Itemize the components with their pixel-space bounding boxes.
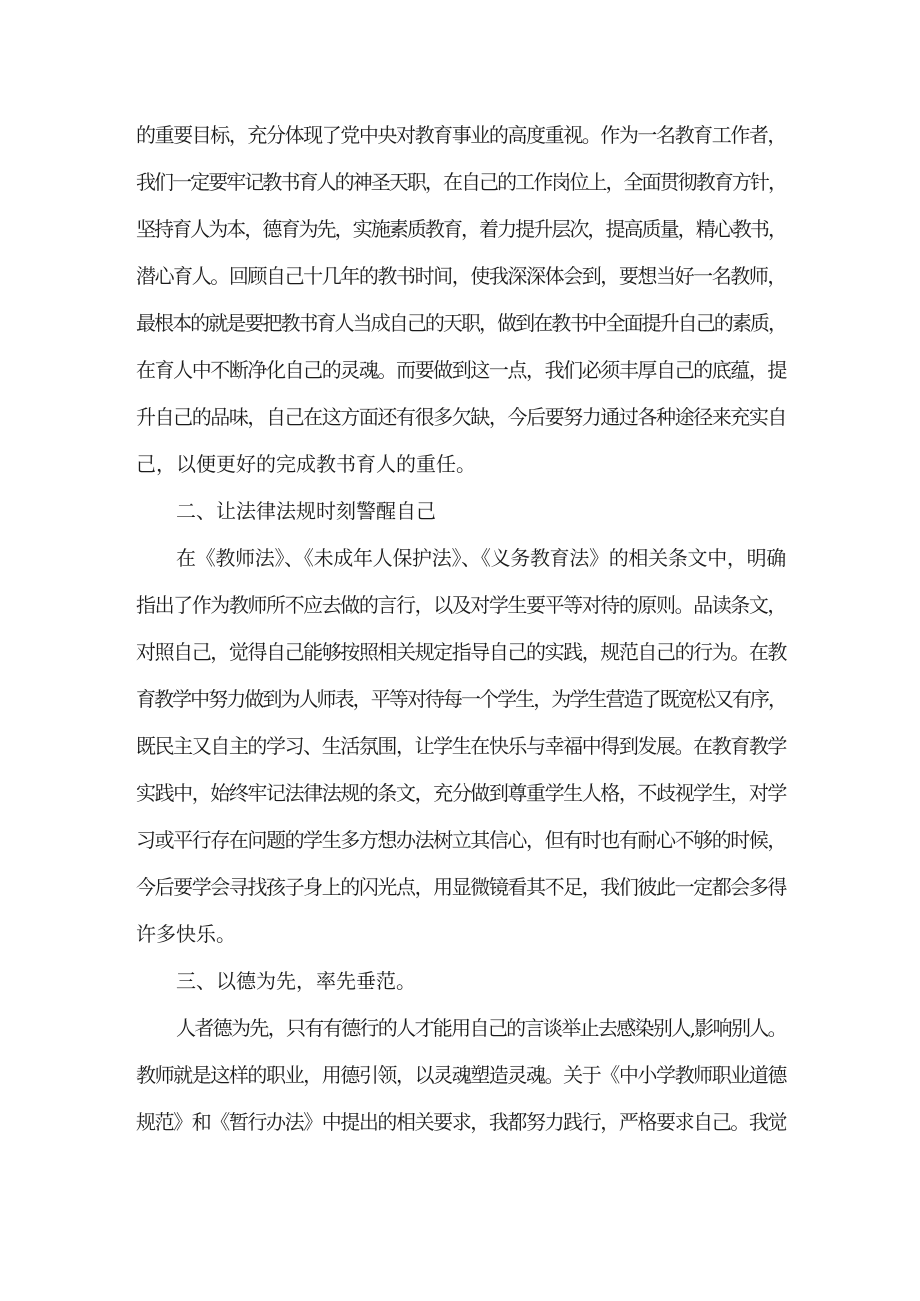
text-line: 我们一定要牢记教书育人的神圣天职，在自己的工作岗位上，全面贯彻教育方针， xyxy=(136,170,786,194)
text-line: 人者德为先，只有有德行的人才能用自己的言谈举止去感染别人,影响别人。 xyxy=(176,1016,786,1040)
section-heading-virtue xyxy=(136,958,786,1005)
paragraph-teaching-duty xyxy=(136,112,786,488)
paragraph-laws xyxy=(136,535,786,958)
text-line: 育教学中努力做到为人师表，平等对待每一个学生，为学生营造了既宽松又有序， xyxy=(136,687,786,711)
text-line: 许多快乐。 xyxy=(136,922,236,946)
heading-text: 二、让法律法规时刻警醒自己 xyxy=(176,499,436,523)
text-line: 坚持育人为本，德育为先，实施素质教育，着力提升层次，提高质量，精心教书， xyxy=(136,217,786,241)
text-line: 习或平行存在问题的学生多方想办法树立其信心，但有时也有耐心不够的时候， xyxy=(136,828,786,852)
section-heading-law xyxy=(136,488,786,535)
document-body xyxy=(136,112,786,1146)
heading-text: 三、以德为先，率先垂范。 xyxy=(176,969,416,993)
text-line: 的重要目标，充分体现了党中央对教育事业的高度重视。作为一名教育工作者， xyxy=(136,123,786,147)
text-line: 指出了作为教师所不应去做的言行，以及对学生要平等对待的原则。品读条文， xyxy=(136,593,786,617)
text-line: 潜心育人。回顾自己十几年的教书时间，使我深深体会到，要想当好一名教师， xyxy=(136,264,786,288)
text-line: 实践中，始终牢记法律法规的条文，充分做到尊重学生人格，不歧视学生，对学 xyxy=(136,781,786,805)
text-line: 升自己的品味，自己在这方面还有很多欠缺，今后要努力通过各种途径来充实自 xyxy=(136,405,786,429)
text-line: 今后要学会寻找孩子身上的闪光点，用显微镜看其不足，我们彼此一定都会多得 xyxy=(136,875,786,899)
text-line: 在育人中不断净化自己的灵魂。而要做到这一点，我们必须丰厚自己的底蕴，提 xyxy=(136,358,786,382)
text-line: 教师就是这样的职业，用德引领，以灵魂塑造灵魂。关于《中小学教师职业道德 xyxy=(136,1063,786,1087)
text-line: 最根本的就是要把教书育人当成自己的天职，做到在教书中全面提升自己的素质， xyxy=(136,311,786,335)
text-line: 在《教师法》、《未成年人保护法》、《义务教育法》的相关条文中，明确 xyxy=(176,546,786,570)
text-line: 既民主又自主的学习、生活氛围，让学生在快乐与幸福中得到发展。在教育教学 xyxy=(136,734,786,758)
text-line: 对照自己，觉得自己能够按照相关规定指导自己的实践，规范自己的行为。在教 xyxy=(136,640,786,664)
text-line: 规范》和《暂行办法》中提出的相关要求，我都努力践行，严格要求自己。我觉 xyxy=(136,1110,786,1134)
paragraph-virtue xyxy=(136,1005,786,1146)
text-line: 己，以便更好的完成教书育人的重任。 xyxy=(136,452,476,476)
